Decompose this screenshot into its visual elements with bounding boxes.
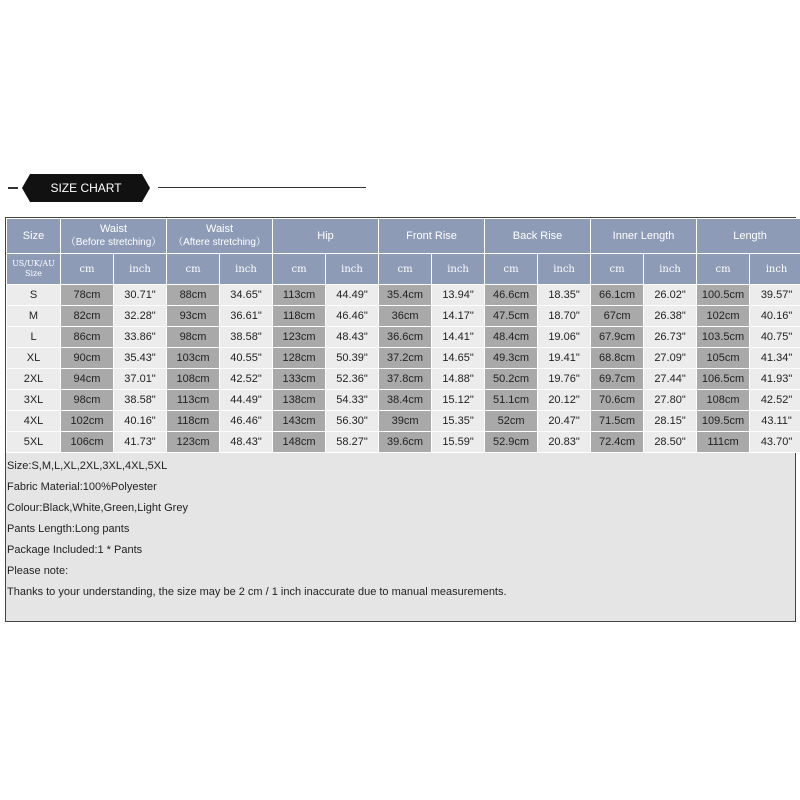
inch-value-cell: 18.35" [538,285,591,306]
cm-value-cell: 106.5cm [697,369,750,390]
inch-value-cell: 14.41" [432,327,485,348]
table-row [7,390,800,411]
unit-inch-header: inch [326,254,379,285]
inch-value-cell: 20.47" [538,411,591,432]
cm-value-cell: 71.5cm [591,411,644,432]
size-table-body [7,285,800,453]
group-header-front-rise: Front Rise [379,219,485,254]
cm-value-cell: 93cm [167,306,220,327]
inch-value-cell: 14.88" [432,369,485,390]
table-header-row [7,219,800,254]
inch-value-cell: 27.09" [644,348,697,369]
unit-inch-header: inch [220,254,273,285]
note-line: Thanks to your understanding, the size may be 2 cm / 1 inch inaccurate due to manual measurements. [7,586,507,598]
table-row [7,411,800,432]
unit-inch-header: inch [538,254,591,285]
unit-cm-header: cm [167,254,220,285]
inch-value-cell: 20.83" [538,432,591,453]
table-row [7,432,800,453]
inch-value-cell: 41.73" [114,432,167,453]
cm-value-cell: 111cm [697,432,750,453]
note-line: Fabric Material:100%Polyester [7,481,157,493]
unit-cm-header: cm [591,254,644,285]
unit-cm-header: cm [379,254,432,285]
inch-value-cell: 39.57" [750,285,800,306]
note-line: Package Included:1 * Pants [7,544,143,556]
inch-value-cell: 20.12" [538,390,591,411]
table-row [7,327,800,348]
cm-value-cell: 46.6cm [485,285,538,306]
cm-value-cell: 67cm [591,306,644,327]
cm-value-cell: 38.4cm [379,390,432,411]
inch-value-cell: 15.35" [432,411,485,432]
inch-value-cell: 13.94" [432,285,485,306]
cm-value-cell: 86cm [61,327,114,348]
unit-inch-header: inch [750,254,800,285]
cm-value-cell: 118cm [273,306,326,327]
note-line: Size:S,M,L,XL,2XL,3XL,4XL,5XL [7,460,168,472]
unit-inch-header: inch [644,254,697,285]
inch-value-cell: 46.46" [220,411,273,432]
unit-inch-header: inch [432,254,485,285]
cm-value-cell: 148cm [273,432,326,453]
cm-value-cell: 113cm [273,285,326,306]
size-chart-banner [0,170,800,206]
banner-title: SIZE CHART [50,181,122,195]
size-cell: 3XL [7,390,61,411]
inch-value-cell: 42.52" [220,369,273,390]
size-cell: M [7,306,61,327]
inch-value-cell: 43.11" [750,411,800,432]
inch-value-cell: 33.86" [114,327,167,348]
table-row [7,369,800,390]
inch-value-cell: 38.58" [114,390,167,411]
cm-value-cell: 109.5cm [697,411,750,432]
inch-value-cell: 30.71" [114,285,167,306]
inch-value-cell: 34.65" [220,285,273,306]
size-cell: 5XL [7,432,61,453]
group-header-hip: Hip [273,219,379,254]
product-notes [7,456,787,603]
inch-value-cell: 28.50" [644,432,697,453]
inch-value-cell: 19.76" [538,369,591,390]
inch-value-cell: 15.59" [432,432,485,453]
inch-value-cell: 28.15" [644,411,697,432]
inch-value-cell: 27.44" [644,369,697,390]
inch-value-cell: 42.52" [750,390,800,411]
inch-value-cell: 26.02" [644,285,697,306]
inch-value-cell: 50.39" [326,348,379,369]
cm-value-cell: 68.8cm [591,348,644,369]
size-cell: S [7,285,61,306]
cm-value-cell: 105cm [697,348,750,369]
cm-value-cell: 143cm [273,411,326,432]
cm-value-cell: 113cm [167,390,220,411]
size-cell: 2XL [7,369,61,390]
unit-cm-header: cm [273,254,326,285]
inch-value-cell: 41.93" [750,369,800,390]
inch-value-cell: 15.12" [432,390,485,411]
cm-value-cell: 128cm [273,348,326,369]
banner-right-arrow [142,174,150,202]
banner-right-line [158,187,366,188]
cm-value-cell: 98cm [61,390,114,411]
inch-value-cell: 27.80" [644,390,697,411]
unit-header-row [7,254,800,285]
cm-value-cell: 50.2cm [485,369,538,390]
inch-value-cell: 35.43" [114,348,167,369]
group-header-waist-after: Waist （Aftere stretching） [167,219,273,254]
cm-value-cell: 69.7cm [591,369,644,390]
note-line: Pants Length:Long pants [7,523,130,535]
cm-value-cell: 72.4cm [591,432,644,453]
size-cell: 4XL [7,411,61,432]
cm-value-cell: 103cm [167,348,220,369]
banner-left-arrow [22,174,30,202]
inch-value-cell: 54.33" [326,390,379,411]
cm-value-cell: 133cm [273,369,326,390]
inch-value-cell: 14.17" [432,306,485,327]
cm-value-cell: 102cm [61,411,114,432]
cm-value-cell: 103.5cm [697,327,750,348]
cm-value-cell: 51.1cm [485,390,538,411]
cm-value-cell: 47.5cm [485,306,538,327]
inch-value-cell: 41.34" [750,348,800,369]
cm-value-cell: 67.9cm [591,327,644,348]
unit-cm-header: cm [697,254,750,285]
unit-inch-header: inch [114,254,167,285]
cm-value-cell: 108cm [167,369,220,390]
cm-value-cell: 39.6cm [379,432,432,453]
cm-value-cell: 35.4cm [379,285,432,306]
cm-value-cell: 82cm [61,306,114,327]
group-header-waist-before: Waist （Before stretching） [61,219,167,254]
inch-value-cell: 19.06" [538,327,591,348]
table-row [7,306,800,327]
banner-left-dash [8,187,18,189]
cm-value-cell: 78cm [61,285,114,306]
cm-value-cell: 123cm [273,327,326,348]
cm-value-cell: 102cm [697,306,750,327]
inch-value-cell: 36.61" [220,306,273,327]
inch-value-cell: 43.70" [750,432,800,453]
inch-value-cell: 40.75" [750,327,800,348]
cm-value-cell: 118cm [167,411,220,432]
unit-cm-header: cm [485,254,538,285]
cm-value-cell: 90cm [61,348,114,369]
inch-value-cell: 40.16" [750,306,800,327]
cm-value-cell: 100.5cm [697,285,750,306]
group-header-length: Length [697,219,800,254]
inch-value-cell: 58.27" [326,432,379,453]
inch-value-cell: 40.55" [220,348,273,369]
inch-value-cell: 48.43" [326,327,379,348]
inch-value-cell: 26.38" [644,306,697,327]
banner-tag [30,174,142,202]
cm-value-cell: 123cm [167,432,220,453]
size-header: Size [7,219,61,254]
inch-value-cell: 38.58" [220,327,273,348]
inch-value-cell: 44.49" [220,390,273,411]
inch-value-cell: 37.01" [114,369,167,390]
cm-value-cell: 66.1cm [591,285,644,306]
inch-value-cell: 40.16" [114,411,167,432]
cm-value-cell: 98cm [167,327,220,348]
cm-value-cell: 36.6cm [379,327,432,348]
table-row [7,285,800,306]
inch-value-cell: 19.41" [538,348,591,369]
inch-value-cell: 44.49" [326,285,379,306]
cm-value-cell: 106cm [61,432,114,453]
note-line: Colour:Black,White,Green,Light Grey [7,502,188,514]
cm-value-cell: 52cm [485,411,538,432]
cm-value-cell: 39cm [379,411,432,432]
size-table [6,218,800,453]
cm-value-cell: 70.6cm [591,390,644,411]
inch-value-cell: 46.46" [326,306,379,327]
inch-value-cell: 48.43" [220,432,273,453]
size-cell: XL [7,348,61,369]
cm-value-cell: 36cm [379,306,432,327]
size-cell: L [7,327,61,348]
cm-value-cell: 88cm [167,285,220,306]
inch-value-cell: 14.65" [432,348,485,369]
note-line: Please note: [7,565,69,577]
region-size-header: US/UK/AU Size [7,254,61,285]
cm-value-cell: 49.3cm [485,348,538,369]
cm-value-cell: 37.2cm [379,348,432,369]
inch-value-cell: 18.70" [538,306,591,327]
table-row [7,348,800,369]
inch-value-cell: 56.30" [326,411,379,432]
cm-value-cell: 37.8cm [379,369,432,390]
group-header-inner-length: Inner Length [591,219,697,254]
cm-value-cell: 48.4cm [485,327,538,348]
inch-value-cell: 26.73" [644,327,697,348]
cm-value-cell: 94cm [61,369,114,390]
inch-value-cell: 32.28" [114,306,167,327]
cm-value-cell: 138cm [273,390,326,411]
cm-value-cell: 108cm [697,390,750,411]
unit-cm-header: cm [61,254,114,285]
cm-value-cell: 52.9cm [485,432,538,453]
group-header-back-rise: Back Rise [485,219,591,254]
inch-value-cell: 52.36" [326,369,379,390]
